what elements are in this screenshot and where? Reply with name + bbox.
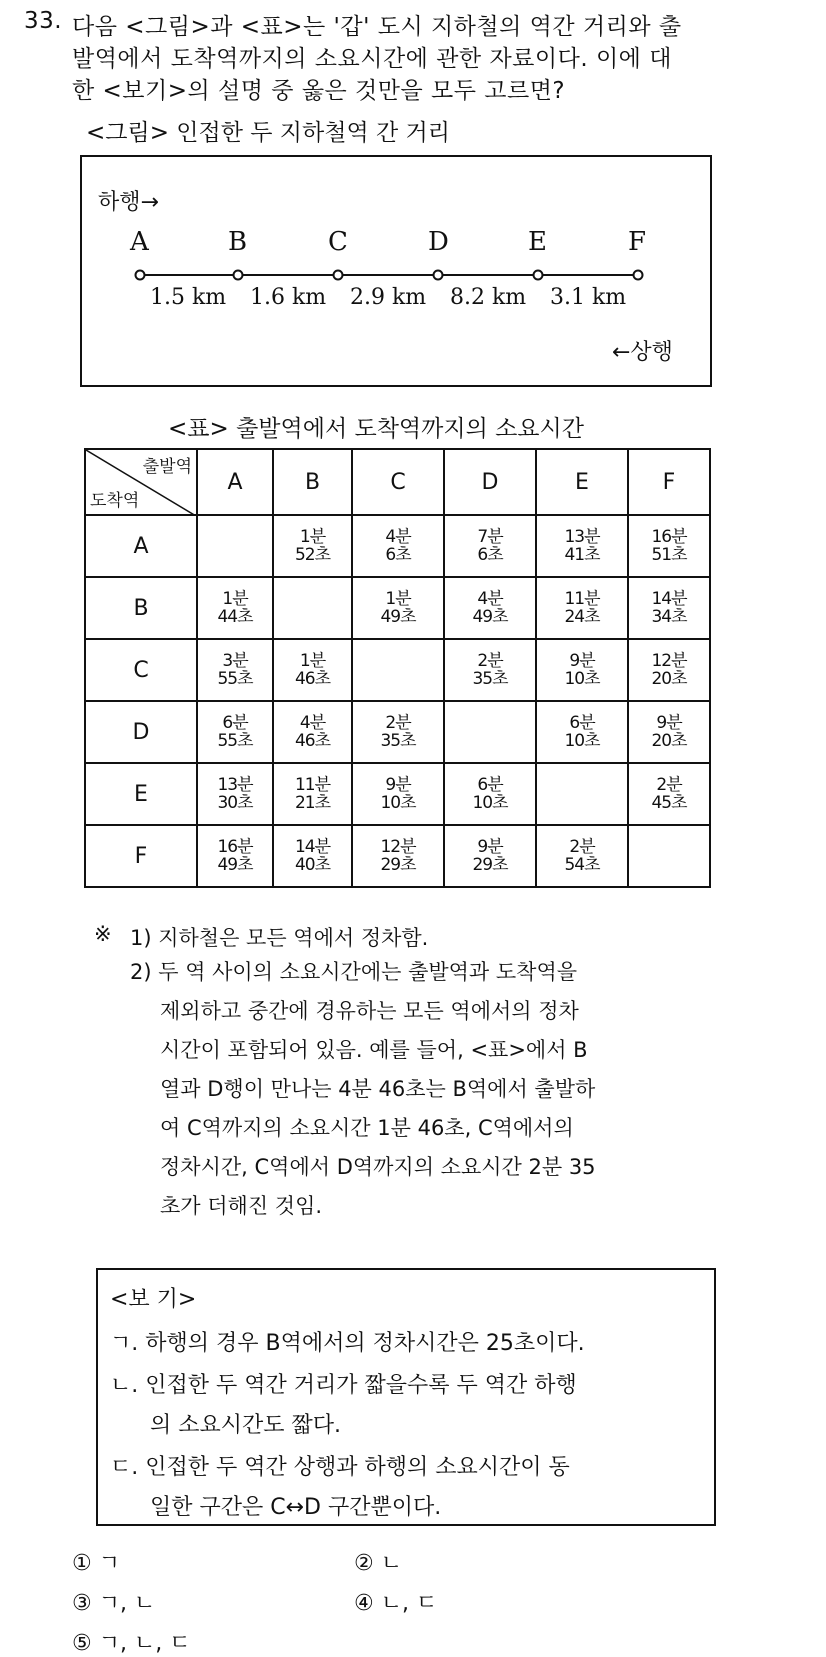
row-header-f: F	[85, 825, 197, 887]
station-dot-b	[234, 271, 243, 280]
question-line-3: 한 <보기>의 설명 중 옳은 것만을 모두 고르면?	[72, 78, 566, 104]
time-cell-a-f	[628, 515, 710, 577]
time-minutes: 9분	[385, 775, 411, 795]
note-2-line-4: 열과 D행이 만나는 4분 46초는 B역에서 출발하	[160, 1077, 596, 1101]
time-minutes: 16분	[217, 837, 253, 857]
table-corner-cell	[85, 449, 197, 515]
note-2-line-5: 여 C역까지의 소요시간 1분 46초, C역에서의	[160, 1116, 574, 1140]
bogi-title: <보 기>	[110, 1287, 197, 1312]
time-cell-a-e	[536, 515, 628, 577]
figure-box	[80, 155, 712, 387]
time-cell-a-b	[273, 515, 352, 577]
time-cell-c-f	[628, 639, 710, 701]
station-label-f: F	[628, 227, 647, 257]
time-cell-e-c	[352, 763, 444, 825]
time-minutes: 11분	[294, 775, 331, 795]
distance-cd: 2.9 km	[350, 285, 427, 310]
time-minutes: 9분	[477, 837, 503, 857]
station-label-e: E	[528, 227, 547, 257]
time-minutes: 4분	[299, 713, 326, 733]
time-seconds: 45초	[651, 793, 687, 813]
time-minutes: 9분	[569, 651, 595, 671]
note-2-line-2: 제외하고 중간에 경유하는 모든 역에서의 정차	[160, 999, 579, 1023]
time-seconds: 49초	[380, 607, 416, 627]
time-seconds: 30초	[217, 793, 253, 813]
row-header-c: C	[85, 639, 197, 701]
time-cell-e-e	[536, 763, 628, 825]
choice-2[interactable]: ② ㄴ	[354, 1551, 402, 1576]
col-header-d: D	[444, 449, 536, 515]
station-label-d: D	[428, 227, 449, 257]
time-seconds: 44초	[217, 607, 253, 627]
time-minutes: 6분	[222, 713, 248, 733]
table-row-a	[85, 515, 710, 577]
time-cell-c-b	[273, 639, 352, 701]
time-cell-b-a	[197, 577, 273, 639]
time-cell-c-e	[536, 639, 628, 701]
time-cell-e-b	[273, 763, 352, 825]
time-minutes: 3분	[222, 651, 248, 671]
time-minutes: 16분	[651, 527, 687, 547]
time-cell-a-c	[352, 515, 444, 577]
time-cell-a-d	[444, 515, 536, 577]
table-row-e	[85, 763, 710, 825]
time-cell-d-a	[197, 701, 273, 763]
question-line-1: 다음 <그림>과 <표>는 '갑' 도시 지하철의 역간 거리와 출	[72, 14, 682, 40]
time-cell-c-d	[444, 639, 536, 701]
time-seconds: 35초	[472, 669, 508, 689]
bogi-item-nieun-cont: 의 소요시간도 짧다.	[150, 1413, 341, 1438]
time-seconds: 52초	[294, 545, 331, 565]
time-seconds: 10초	[564, 731, 600, 751]
question-number: 33.	[24, 8, 63, 34]
time-seconds: 55초	[217, 669, 253, 689]
time-cell-b-f	[628, 577, 710, 639]
time-minutes: 12분	[380, 837, 416, 857]
time-seconds: 35초	[380, 731, 416, 751]
up-direction-label: ←상행	[612, 340, 673, 365]
time-cell-f-c	[352, 825, 444, 887]
choice-4[interactable]: ④ ㄴ, ㄷ	[354, 1591, 438, 1616]
station-label-c: C	[328, 227, 348, 257]
time-minutes: 1분	[299, 651, 326, 671]
bogi-box	[96, 1268, 716, 1526]
time-cell-d-c	[352, 701, 444, 763]
time-seconds: 10초	[380, 793, 416, 813]
time-minutes: 4분	[385, 527, 411, 547]
time-seconds: 51초	[651, 545, 687, 565]
distance-ef: 3.1 km	[550, 285, 627, 310]
time-seconds: 49초	[217, 855, 253, 875]
time-cell-e-d	[444, 763, 536, 825]
time-minutes: 7분	[477, 527, 503, 547]
note-2-line-3: 시간이 포함되어 있음. 예를 들어, <표>에서 B	[160, 1038, 588, 1062]
table-row-d	[85, 701, 710, 763]
time-seconds: 46초	[294, 669, 331, 689]
time-seconds: 21초	[294, 793, 331, 813]
travel-time-table	[84, 448, 711, 888]
corner-label-departure: 출발역	[142, 457, 192, 477]
time-cell-d-f	[628, 701, 710, 763]
time-seconds: 24초	[564, 607, 600, 627]
time-cell-d-e	[536, 701, 628, 763]
distance-bc: 1.6 km	[250, 285, 327, 310]
col-header-c: C	[352, 449, 444, 515]
bogi-item-digeut: ㄷ. 인접한 두 역간 상행과 하행의 소요시간이 동	[110, 1455, 570, 1480]
note-2-line-7: 초가 더해진 것임.	[160, 1194, 323, 1218]
table-row-c	[85, 639, 710, 701]
time-seconds: 6초	[477, 545, 503, 565]
distance-de: 8.2 km	[450, 285, 527, 310]
question-line-2: 발역에서 도착역까지의 소요시간에 관한 자료이다. 이에 대	[72, 46, 672, 72]
choice-3[interactable]: ③ ㄱ, ㄴ	[72, 1591, 156, 1616]
time-seconds: 54초	[564, 855, 600, 875]
time-cell-d-d	[444, 701, 536, 763]
table-row-f	[85, 825, 710, 887]
station-dot-e	[534, 271, 543, 280]
time-cell-e-a	[197, 763, 273, 825]
time-minutes: 13분	[217, 775, 253, 795]
time-cell-b-b	[273, 577, 352, 639]
time-cell-b-d	[444, 577, 536, 639]
time-minutes: 6분	[477, 775, 503, 795]
time-seconds: 10초	[564, 669, 600, 689]
time-cell-e-f	[628, 763, 710, 825]
station-label-b: B	[228, 227, 248, 257]
bogi-item-digeut-cont: 일한 구간은 C↔D 구간뿐이다.	[150, 1495, 442, 1520]
station-dot-f	[634, 271, 643, 280]
bogi-item-nieun: ㄴ. 인접한 두 역간 거리가 짧을수록 두 역간 하행	[110, 1373, 577, 1398]
table-row-b	[85, 577, 710, 639]
col-header-f: F	[628, 449, 710, 515]
time-cell-d-b	[273, 701, 352, 763]
figure-caption: <그림> 인접한 두 지하철역 간 거리	[86, 120, 450, 146]
corner-label-arrival: 도착역	[90, 491, 140, 511]
time-minutes: 2분	[477, 651, 503, 671]
choice-5[interactable]: ⑤ ㄱ, ㄴ, ㄷ	[72, 1631, 191, 1656]
time-seconds: 34초	[651, 607, 687, 627]
time-seconds: 20초	[651, 731, 687, 751]
station-dot-d	[434, 271, 443, 280]
distance-ab: 1.5 km	[150, 285, 227, 310]
time-cell-b-e	[536, 577, 628, 639]
col-header-b: B	[273, 449, 352, 515]
time-cell-f-b	[273, 825, 352, 887]
time-minutes: 4분	[477, 589, 503, 609]
time-minutes: 6분	[569, 713, 595, 733]
time-seconds: 29초	[380, 855, 416, 875]
time-seconds: 29초	[472, 855, 508, 875]
time-seconds: 10초	[472, 793, 508, 813]
time-minutes: 2분	[385, 713, 411, 733]
note-mark: ※	[94, 922, 112, 946]
time-cell-f-e	[536, 825, 628, 887]
row-header-e: E	[85, 763, 197, 825]
choice-1[interactable]: ① ㄱ	[72, 1551, 120, 1576]
bogi-item-giyeok: ㄱ. 하행의 경우 B역에서의 정차시간은 25초이다.	[110, 1331, 585, 1356]
col-header-a: A	[197, 449, 273, 515]
time-seconds: 55초	[217, 731, 253, 751]
row-header-a: A	[85, 515, 197, 577]
station-dot-a	[136, 271, 145, 280]
time-minutes: 2분	[569, 837, 595, 857]
row-header-d: D	[85, 701, 197, 763]
time-cell-c-c	[352, 639, 444, 701]
time-seconds: 6초	[385, 545, 411, 565]
station-label-a: A	[130, 227, 149, 257]
time-seconds: 41초	[564, 545, 600, 565]
station-dot-c	[334, 271, 343, 280]
time-minutes: 9분	[656, 713, 682, 733]
time-cell-c-a	[197, 639, 273, 701]
time-minutes: 14분	[294, 837, 331, 857]
time-seconds: 49초	[472, 607, 508, 627]
time-seconds: 20초	[651, 669, 687, 689]
note-2-line-6: 정차시간, C역에서 D역까지의 소요시간 2분 35	[160, 1155, 596, 1179]
time-minutes: 11분	[564, 589, 600, 609]
time-cell-f-d	[444, 825, 536, 887]
down-direction-label: 하행→	[98, 190, 159, 215]
note-2-line-1: 2) 두 역 사이의 소요시간에는 출발역과 도착역을	[130, 960, 578, 984]
time-seconds: 40초	[294, 855, 331, 875]
row-header-b: B	[85, 577, 197, 639]
time-minutes: 1분	[222, 589, 248, 609]
time-minutes: 1분	[299, 527, 326, 547]
time-cell-a-a	[197, 515, 273, 577]
time-cell-f-a	[197, 825, 273, 887]
note-1: 1) 지하철은 모든 역에서 정차함.	[130, 926, 429, 950]
col-header-e: E	[536, 449, 628, 515]
table-caption: <표> 출발역에서 도착역까지의 소요시간	[168, 416, 584, 442]
time-minutes: 13분	[564, 527, 600, 547]
time-cell-b-c	[352, 577, 444, 639]
time-minutes: 14분	[651, 589, 687, 609]
time-minutes: 12분	[651, 651, 687, 671]
time-minutes: 2분	[656, 775, 682, 795]
time-minutes: 1분	[385, 589, 411, 609]
time-seconds: 46초	[294, 731, 331, 751]
time-cell-f-f	[628, 825, 710, 887]
